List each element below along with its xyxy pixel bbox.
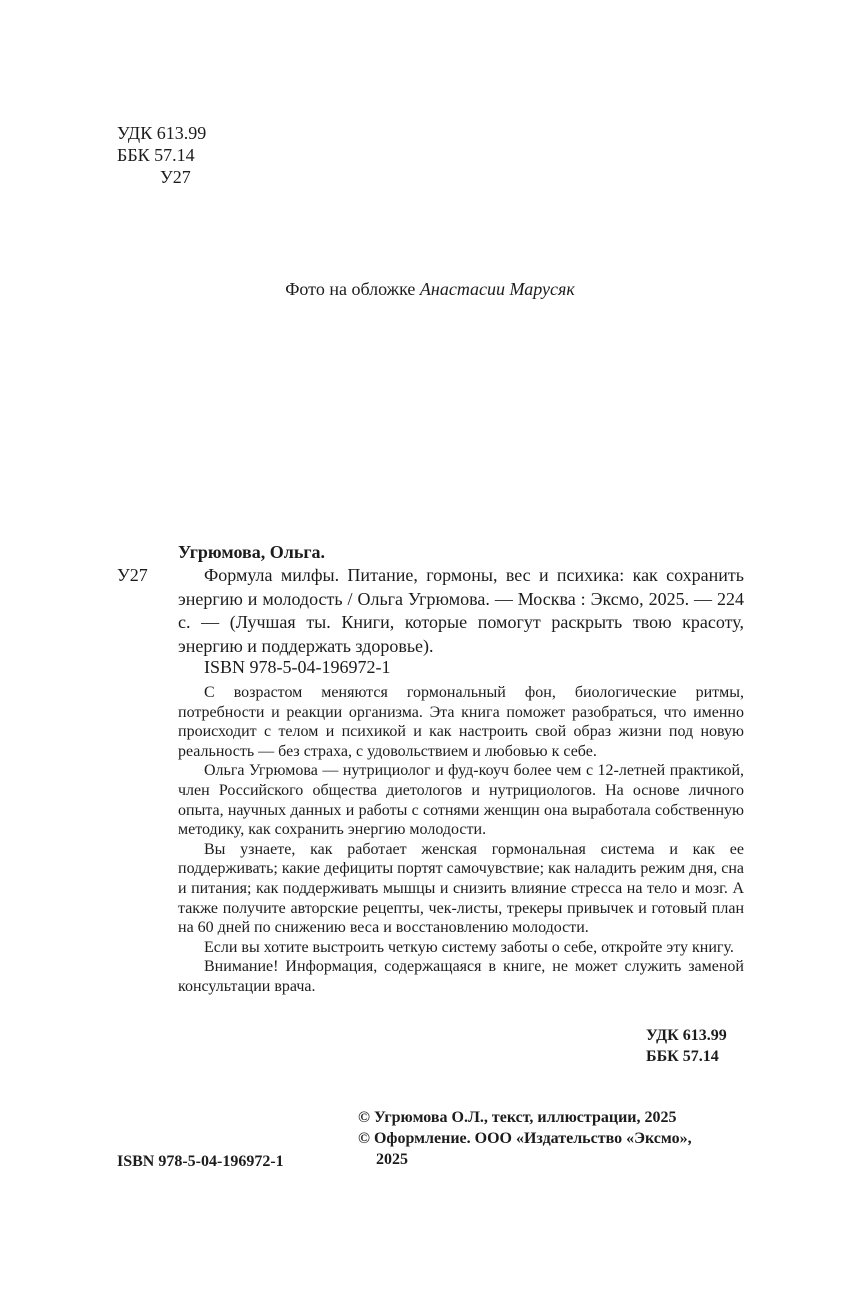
copyright-text-line: © Угрюмова О.Л., текст, иллюстрации, 2025 xyxy=(358,1109,677,1126)
catalog-isbn: ISBN 978-5-04-196972-1 xyxy=(204,657,391,677)
copyright-notices xyxy=(358,1107,744,1170)
annotation-paragraph: Если вы хотите выстроить четкую систему заботы о себе, откройте эту книгу. xyxy=(204,938,734,956)
bbk-code: ББК 57.14 xyxy=(117,145,195,165)
annotation-paragraph: Ольга Угрюмова — нутрициолог и фуд-коуч более чем с 12-летней практикой, член Российского общества диетологов и нутрициологов. На основе личного опыта, научных данных и работы с сотнями женщин она выработала собственную методику, как сохранить энергию молодости. xyxy=(178,762,744,839)
isbn-bottom: ISBN 978-5-04-196972-1 xyxy=(117,1153,284,1170)
photo-credit xyxy=(0,278,844,300)
catalog-author-mark: У27 xyxy=(117,565,148,585)
bibliographic-description: Формула милфы. Питание, гормоны, вес и психика: как сохранить энергию и молодость / Ольга Угрюмова. — Москва : Эксмо, 2025. — 224 с. — (Лучшая ты. Книги, которые помогут раскрыть твою красоту, энергию и поддержать здоровье). xyxy=(178,565,744,656)
annotation-paragraph: С возрастом меняются гормональный фон, биологические ритмы, потребности и реакции организма. Эта книга поможет разобраться, что именно происходит с телом и психикой и как настроить свой образ жизни под новую реальность — без страха, с удовольствием и любовью к себе. xyxy=(178,684,744,760)
annotation-paragraph: Внимание! Информация, содержащаяся в книге, не может служить заменой консультации врача. xyxy=(178,958,744,995)
top-classification-codes xyxy=(117,122,206,188)
bottom-classification-codes xyxy=(646,1025,727,1067)
copyright-design-year: 2025 xyxy=(376,1151,408,1168)
udk-code: УДК 613.99 xyxy=(117,123,207,143)
udk-code-bottom: УДК 613.99 xyxy=(646,1027,727,1044)
bbk-code-bottom: ББК 57.14 xyxy=(646,1048,719,1065)
author-mark: У27 xyxy=(160,167,191,187)
catalog-author: Угрюмова, Ольга. xyxy=(178,542,326,562)
photo-credit-prefix: Фото на обложке xyxy=(285,279,420,299)
annotation-paragraph: Вы узнаете, как работает женская гормональная система и как ее поддерживать; какие дефициты портят самочувствие; как наладить режим дня, сна и питания; как поддерживать мышцы и снизить влияние стресса на тело и мозг. А также получите авторские рецепты, чек-листы, трекеры привычек и готовый план на 60 дней по снижению веса и восстановлению молодости. xyxy=(178,840,744,937)
annotation xyxy=(178,683,744,997)
photographer-name: Анастасии Марусяк xyxy=(419,279,575,299)
copyright-design-line: © Оформление. ООО «Издательство «Эксмо», xyxy=(358,1130,692,1147)
